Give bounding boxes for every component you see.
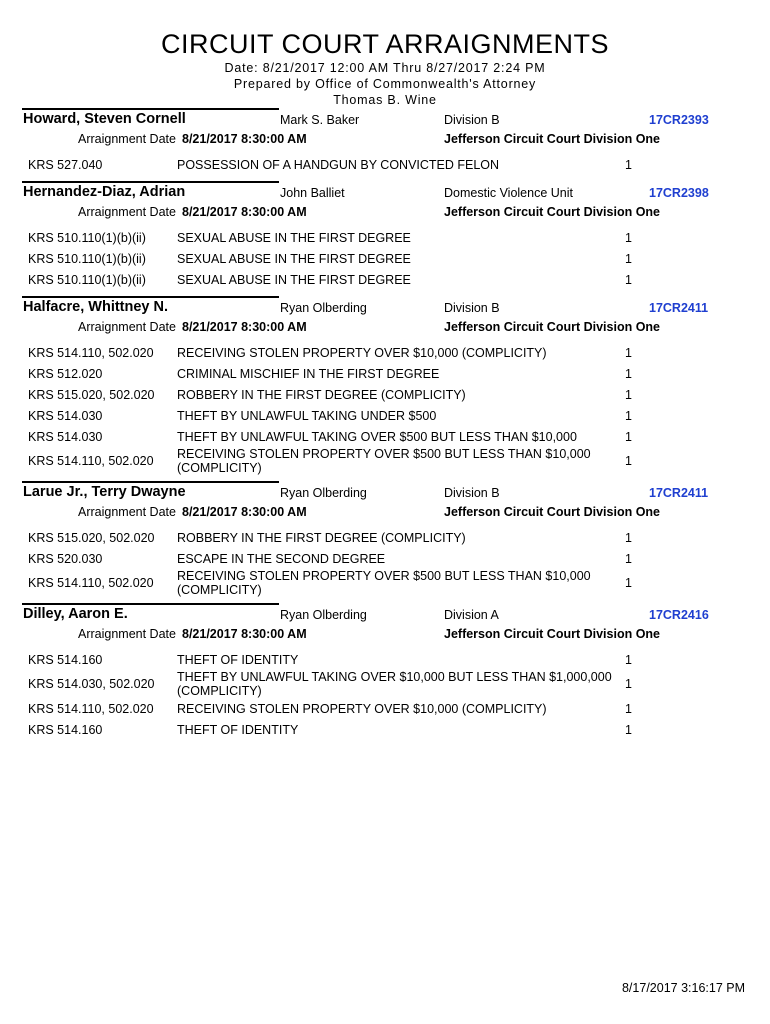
charge-row [0,569,770,597]
case-block [0,108,770,175]
charge-row [0,227,770,248]
charge-count: 1 [625,251,632,266]
court-name: Jefferson Circuit Court Division One [444,205,661,219]
charge-count: 1 [625,701,632,716]
charge-count: 1 [625,408,632,423]
division: Division B [444,486,500,500]
charge-statute: KRS 514.110, 502.020 [28,454,154,468]
charge-statute: KRS 510.110(1)(b)(ii) [28,272,146,287]
arraignment-date: 8/21/2017 8:30:00 AM [182,627,307,641]
charge-list [0,645,770,740]
charge-description: THEFT BY UNLAWFUL TAKING OVER $500 BUT LESS THAN $10,000 [177,429,577,444]
prepared-by: Prepared by Office of Commonwealth's Attorney [233,77,537,91]
charge-description: SEXUAL ABUSE IN THE FIRST DEGREE [177,230,411,245]
report-header [0,0,770,108]
charge-description: CRIMINAL MISCHIEF IN THE FIRST DEGREE [177,366,440,381]
charge-count: 1 [625,722,632,737]
charge-count: 1 [625,345,632,360]
prosecuting-attorney: John Balliet [280,186,345,200]
charge-row [0,447,770,475]
charge-count: 1 [625,677,632,691]
case-header-row [0,298,770,318]
charge-count: 1 [625,366,632,381]
case-number: 17CR2411 [649,486,709,500]
case-block [0,481,770,597]
charge-statute: KRS 514.110, 502.020 [28,576,154,590]
charge-count: 1 [625,429,632,444]
case-number: 17CR2416 [649,608,709,622]
division: Division B [444,301,500,315]
charge-row [0,670,770,698]
charge-list [0,223,770,290]
case-block [0,181,770,290]
charge-statute: KRS 514.030 [28,429,103,444]
charge-description: RECEIVING STOLEN PROPERTY OVER $500 BUT LESS THAN $10,000 (COMPLICITY) [177,447,591,475]
prosecuting-attorney: Ryan Olberding [280,486,367,500]
arraignment-date: 8/21/2017 8:30:00 AM [182,132,307,146]
charge-description: THEFT BY UNLAWFUL TAKING OVER $10,000 BUT LESS THAN $1,000,000 (COMPLICITY) [177,670,612,698]
case-header-row [0,605,770,625]
charge-description: SEXUAL ABUSE IN THE FIRST DEGREE [177,251,411,266]
arraignment-date-label: Arraignment Date [78,627,176,641]
arraignment-date-label: Arraignment Date [78,505,176,519]
arraignment-date: 8/21/2017 8:30:00 AM [182,320,307,334]
charge-statute: KRS 527.040 [28,157,103,172]
charge-description: THEFT OF IDENTITY [177,652,299,667]
charge-row [0,342,770,363]
charge-statute: KRS 514.030 [28,408,103,423]
charge-description: RECEIVING STOLEN PROPERTY OVER $10,000 (COMPLICITY) [177,701,547,716]
division: Division A [444,608,499,622]
court-name: Jefferson Circuit Court Division One [444,320,661,334]
division: Division B [444,113,500,127]
charge-description: ESCAPE IN THE SECOND DEGREE [177,551,386,566]
court-name: Jefferson Circuit Court Division One [444,132,661,146]
charge-list [0,150,770,175]
charge-count: 1 [625,272,632,287]
charge-count: 1 [625,530,632,545]
charge-list [0,523,770,597]
charge-row [0,405,770,426]
arraignment-date: 8/21/2017 8:30:00 AM [182,505,307,519]
charge-row [0,426,770,447]
charge-description: THEFT OF IDENTITY [177,722,299,737]
prosecuting-attorney: Ryan Olberding [280,301,367,315]
arraignment-row [0,318,770,338]
charge-row [0,154,770,175]
court-name: Jefferson Circuit Court Division One [444,505,661,519]
case-block [0,296,770,475]
charge-count: 1 [625,387,632,402]
arraignment-row [0,203,770,223]
arraignment-date-label: Arraignment Date [78,132,176,146]
charge-statute: KRS 514.110, 502.020 [28,345,154,360]
charge-statute: KRS 515.020, 502.020 [28,530,155,545]
charge-description: RECEIVING STOLEN PROPERTY OVER $500 BUT LESS THAN $10,000 (COMPLICITY) [177,569,591,597]
defendant-name: Hernandez-Diaz, Adrian [23,184,186,200]
charge-description: ROBBERY IN THE FIRST DEGREE (COMPLICITY) [177,530,466,545]
charge-row [0,548,770,569]
charge-count: 1 [625,454,632,468]
charge-count: 1 [625,230,632,245]
printed-timestamp: 8/17/2017 3:16:17 PM [621,981,745,995]
charge-statute: KRS 510.110(1)(b)(ii) [28,251,146,266]
date-range: Date: 8/21/2017 12:00 AM Thru 8/27/2017 2:24 PM [224,61,546,75]
arraignment-row [0,503,770,523]
arraignment-row [0,625,770,645]
attorney-name: Thomas B. Wine [333,93,437,107]
charge-description: THEFT BY UNLAWFUL TAKING UNDER $500 [177,408,437,423]
case-block [0,603,770,740]
prosecuting-attorney: Mark S. Baker [280,113,360,127]
case-number: 17CR2411 [649,301,709,315]
court-name: Jefferson Circuit Court Division One [444,627,661,641]
charge-count: 1 [625,551,632,566]
charge-count: 1 [625,157,632,172]
charge-description: ROBBERY IN THE FIRST DEGREE (COMPLICITY) [177,387,466,402]
report-title: CIRCUIT COURT ARRAIGNMENTS [160,29,610,59]
division: Domestic Violence Unit [444,186,573,200]
defendant-name: Larue Jr., Terry Dwayne [23,484,186,500]
defendant-name: Howard, Steven Cornell [23,111,186,127]
charge-row [0,384,770,405]
charge-statute: KRS 510.110(1)(b)(ii) [28,230,146,245]
charge-statute: KRS 512.020 [28,366,103,381]
charge-row [0,363,770,384]
charge-count: 1 [625,652,632,667]
charge-row [0,248,770,269]
defendant-name: Dilley, Aaron E. [23,606,128,622]
charge-description: POSSESSION OF A HANDGUN BY CONVICTED FELON [177,157,500,172]
case-list [0,108,770,746]
case-header-row [0,110,770,130]
arraignment-date-label: Arraignment Date [78,320,176,334]
charge-description: RECEIVING STOLEN PROPERTY OVER $10,000 (COMPLICITY) [177,345,547,360]
charge-count: 1 [625,576,632,590]
charge-row [0,719,770,740]
charge-statute: KRS 514.160 [28,652,103,667]
charge-description: SEXUAL ABUSE IN THE FIRST DEGREE [177,272,411,287]
case-number: 17CR2393 [649,113,709,127]
charge-list [0,338,770,475]
charge-statute: KRS 514.110, 502.020 [28,701,154,716]
arraignment-row [0,130,770,150]
charge-row [0,698,770,719]
charge-statute: KRS 514.160 [28,722,103,737]
case-header-row [0,183,770,203]
prosecuting-attorney: Ryan Olberding [280,608,367,622]
arraignment-date-label: Arraignment Date [78,205,176,219]
case-number: 17CR2398 [649,186,709,200]
arraignment-date: 8/21/2017 8:30:00 AM [182,205,307,219]
defendant-name: Halfacre, Whittney N. [23,299,169,315]
charge-row [0,649,770,670]
charge-statute: KRS 515.020, 502.020 [28,387,155,402]
charge-row [0,269,770,290]
charge-statute: KRS 514.030, 502.020 [28,677,155,691]
charge-row [0,527,770,548]
charge-statute: KRS 520.030 [28,551,103,566]
case-header-row [0,483,770,503]
